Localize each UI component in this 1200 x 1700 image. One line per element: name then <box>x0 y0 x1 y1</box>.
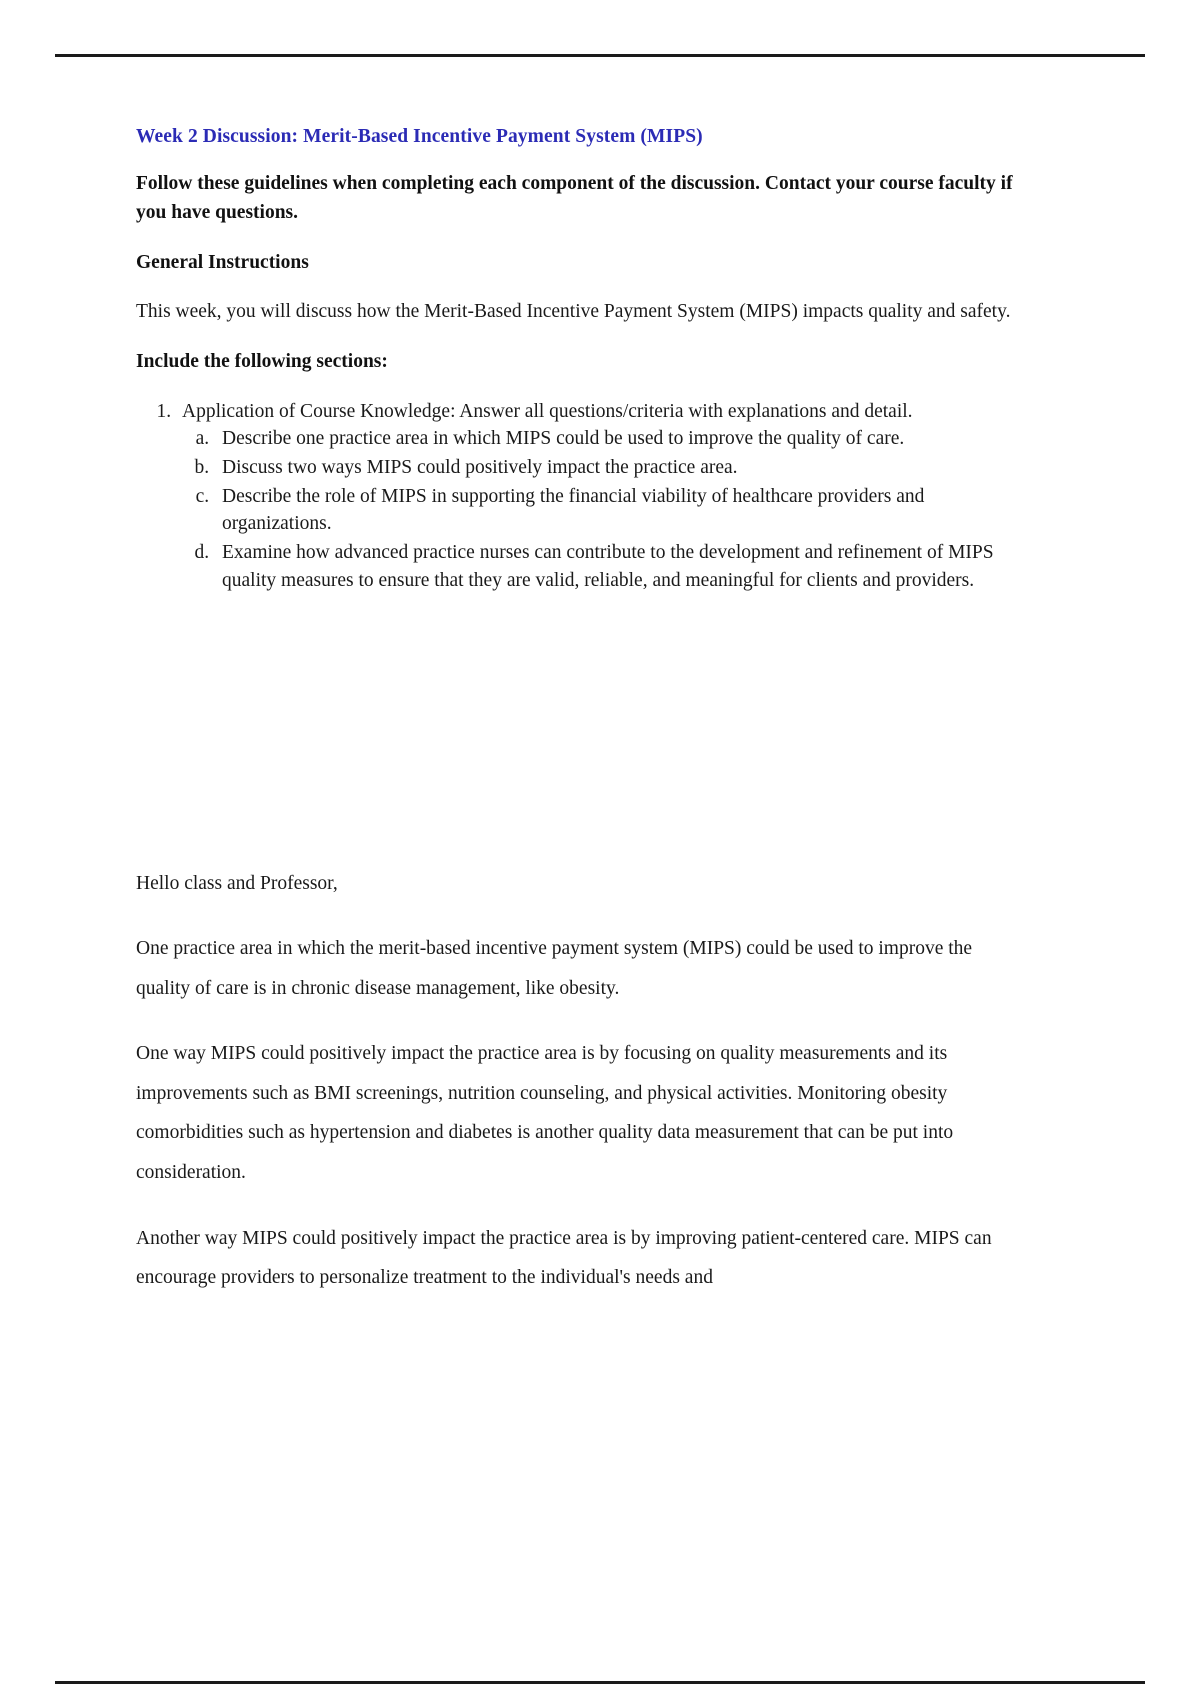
include-sections-heading: Include the following sections: <box>136 351 388 373</box>
section-item-text: Application of Course Knowledge: Answer all questions/criteria with explanations and detail. <box>182 400 913 422</box>
guidelines-paragraph: Follow these guidelines when completing each component of the discussion. Contact your course faculty if you have questions. <box>136 173 1013 223</box>
list-item <box>214 483 1014 538</box>
list-item <box>214 539 1014 594</box>
subsection-item-text: Examine how advanced practice nurses can contribute to the development and refinement of MIPS quality measures to ensure that they are valid, reliable, and meaningful for clients and providers. <box>222 542 994 591</box>
response-paragraph: One way MIPS could positively impact the practice area is by focusing on quality measurements and its improvements such as BMI screenings, nutrition counseling, and physical activities. Monitoring obesity comorbidities such as hypertension and diabetes is another quality data measurement that can be put into consideration. <box>136 1043 954 1183</box>
student-response <box>136 864 1014 1298</box>
list-item <box>176 398 1014 595</box>
list-item <box>214 454 1014 482</box>
page-bottom-rule <box>55 1681 1145 1684</box>
page-title: Week 2 Discussion: Merit-Based Incentive Payment System (MIPS) <box>136 126 703 147</box>
general-instructions-body: This week, you will discuss how the Merit-Based Incentive Payment System (MIPS) impacts quality and safety. <box>136 301 1011 323</box>
response-greeting: Hello class and Professor, <box>136 872 338 894</box>
sections-list <box>136 398 1014 595</box>
response-paragraph: One practice area in which the merit-based incentive payment system (MIPS) could be used to improve the quality of care is in chronic disease management, like obesity. <box>136 938 973 999</box>
subsections-list <box>182 425 1014 594</box>
subsection-item-text: Describe the role of MIPS in supporting the financial viability of healthcare providers and organizations. <box>222 485 925 535</box>
document-content <box>136 124 1014 1324</box>
response-paragraph: Another way MIPS could positively impact the practice area is by improving patient-centered care. MIPS can encourage providers to personalize treatment to the individual's needs and <box>136 1227 992 1289</box>
general-instructions-heading: General Instructions <box>136 251 309 273</box>
page-top-rule <box>55 54 1145 57</box>
list-item <box>214 425 1014 453</box>
subsection-item-text: Describe one practice area in which MIPS could be used to improve the quality of care. <box>222 428 905 450</box>
subsection-item-text: Discuss two ways MIPS could positively impact the practice area. <box>222 457 738 479</box>
content-gap <box>136 596 1014 864</box>
